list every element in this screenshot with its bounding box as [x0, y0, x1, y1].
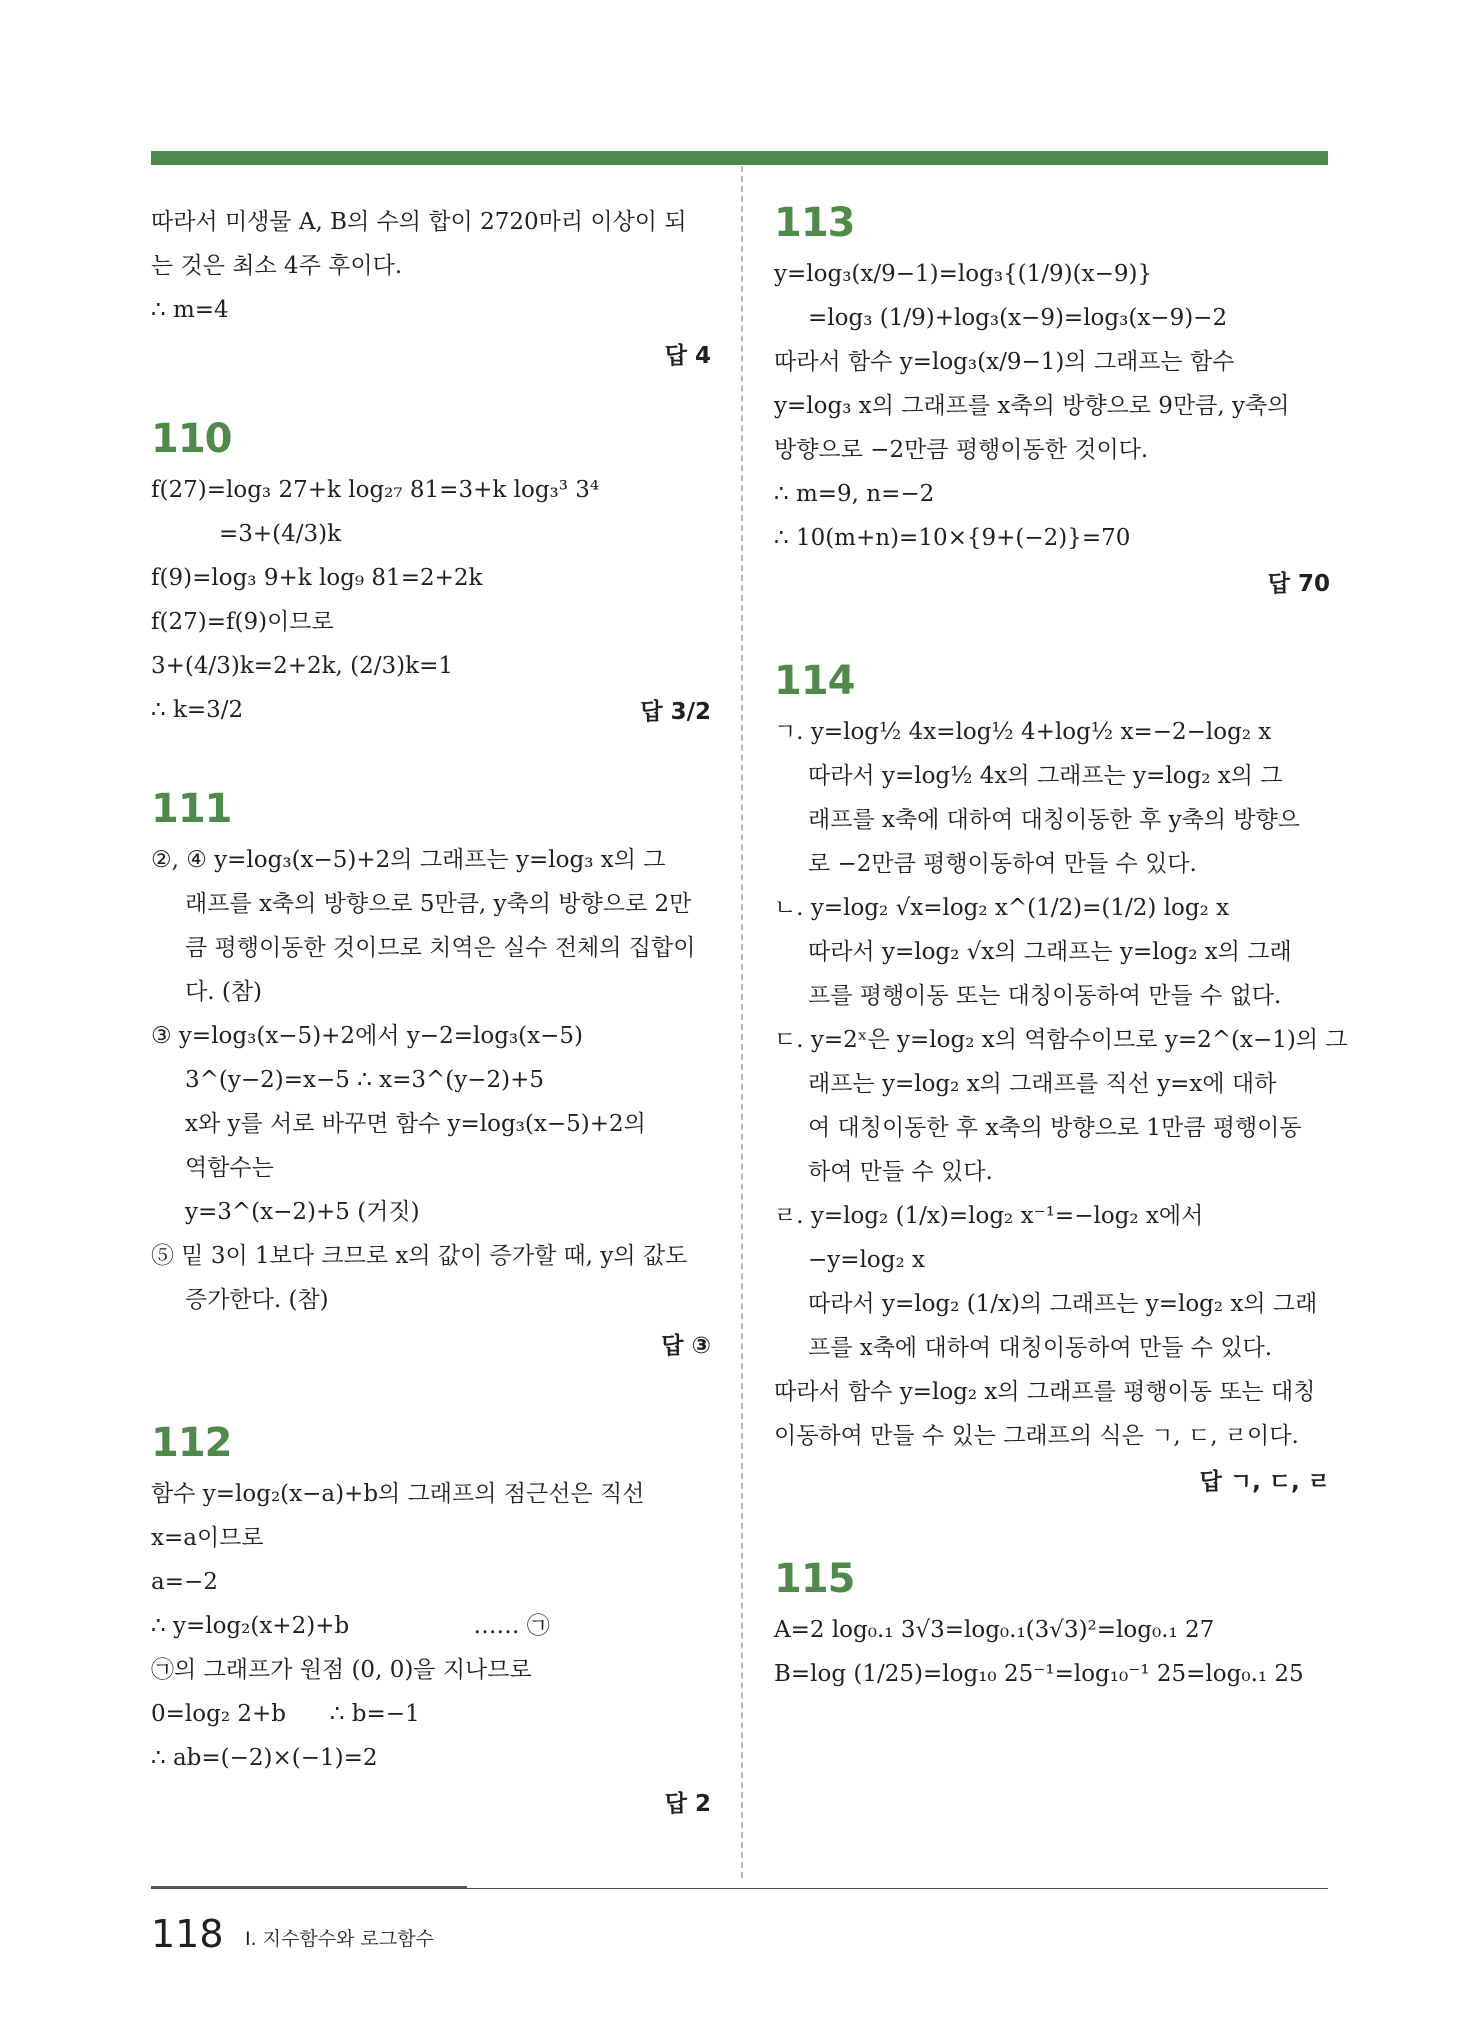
text-line: 래프는 y=log₂ x의 그래프를 직선 y=x에 대하 — [808, 1071, 1277, 1097]
text-line: 3^(y−2)=x−5 ∴ x=3^(y−2)+5 — [185, 1067, 545, 1093]
text-line: 다. (참) — [185, 979, 263, 1005]
answer-label: 답 2 — [664, 1791, 711, 1817]
text-line: 따라서 y=log½ 4x의 그래프는 y=log₂ x의 그 — [808, 763, 1283, 789]
right-column — [774, 200, 1348, 1750]
chapter-title: Ⅰ. 지수함수와 로그함수 — [245, 1928, 434, 1950]
problem-113 — [774, 200, 1330, 604]
text-line: ∴ 10(m+n)=10×{9+(−2)}=70 — [774, 525, 1131, 551]
text-line: =log₃ (1/9)+log₃(x−9)=log₃(x−9)−2 — [808, 305, 1228, 331]
text-line: f(27)=f(9)이므로 — [151, 609, 334, 635]
text-line: 이동하여 만들 수 있는 그래프의 식은 ㄱ, ㄷ, ㄹ이다. — [774, 1423, 1299, 1449]
text-line: 방향으로 −2만큼 평행이동한 것이다. — [774, 437, 1149, 463]
text-line: 따라서 함수 y=log₂ x의 그래프를 평행이동 또는 대칭 — [774, 1379, 1316, 1405]
problem-111 — [151, 786, 711, 1366]
text-line: x=a이므로 — [151, 1525, 264, 1551]
text-line: ∴ ab=(−2)×(−1)=2 — [151, 1745, 378, 1771]
problem-number: 111 — [151, 786, 232, 832]
text-line: 하여 만들 수 있다. — [808, 1159, 993, 1185]
intro-block — [151, 200, 711, 376]
text-line: y=3^(x−2)+5 (거짓) — [185, 1199, 420, 1225]
text-line: ③ y=log₃(x−5)+2에서 y−2=log₃(x−5) — [151, 1023, 583, 1049]
text-line: 프를 평행이동 또는 대칭이동하여 만들 수 없다. — [808, 983, 1282, 1009]
text-line: 따라서 미생물 A, B의 수의 합이 2720마리 이상이 되 — [151, 209, 687, 235]
left-column — [151, 200, 711, 1878]
text-line: 3+(4/3)k=2+2k, (2/3)k=1 — [151, 653, 453, 679]
text-line: =3+(4/3)k — [219, 521, 342, 547]
footer-rule — [151, 1888, 1328, 1889]
footer-rule-accent — [151, 1886, 467, 1888]
text-line: ㄱ. y=log½ 4x=log½ 4+log½ x=−2−log₂ x — [774, 719, 1272, 745]
text-line: 따라서 y=log₂ √x의 그래프는 y=log₂ x의 그래 — [808, 939, 1292, 965]
answer-label: 답 ㄱ, ㄷ, ㄹ — [1199, 1469, 1330, 1495]
top-accent-bar — [151, 151, 1328, 165]
text-line: 따라서 y=log₂ (1/x)의 그래프는 y=log₂ x의 그래 — [808, 1291, 1318, 1317]
text-line: f(27)=log₃ 27+k log₂₇ 81=3+k log₃³ 3⁴ — [151, 477, 600, 503]
problem-112 — [151, 1420, 711, 1824]
text-line: 로 −2만큼 평행이동하여 만들 수 있다. — [808, 851, 1197, 877]
text-line: ∴ m=4 — [151, 297, 229, 323]
text-line: ㄹ. y=log₂ (1/x)=log₂ x⁻¹=−log₂ x에서 — [774, 1203, 1204, 1229]
text-line: ㄴ. y=log₂ √x=log₂ x^(1/2)=(1/2) log₂ x — [774, 895, 1230, 921]
text-line: 역함수는 — [185, 1155, 274, 1181]
problem-number: 110 — [151, 416, 232, 462]
text-line: 큼 평행이동한 것이므로 치역은 실수 전체의 집합이 — [185, 935, 696, 961]
text-line: 는 것은 최소 4주 후이다. — [151, 253, 403, 279]
text-line: 프를 x축에 대하여 대칭이동하여 만들 수 있다. — [808, 1335, 1273, 1361]
answer-label: 답 3/2 — [640, 699, 711, 725]
text-line: 따라서 함수 y=log₃(x/9−1)의 그래프는 함수 — [774, 349, 1235, 375]
text-line: y=log₃(x/9−1)=log₃{(1/9)(x−9)} — [774, 261, 1153, 287]
text-line: A=2 log₀.₁ 3√3=log₀.₁(3√3)²=log₀.₁ 27 — [774, 1617, 1215, 1643]
text-line: x와 y를 서로 바꾸면 함수 y=log₃(x−5)+2의 — [185, 1111, 646, 1137]
text-line: ②, ④ y=log₃(x−5)+2의 그래프는 y=log₃ x의 그 — [151, 847, 666, 873]
text-line: ⑤ 밑 3이 1보다 크므로 x의 값이 증가할 때, y의 값도 — [151, 1243, 688, 1269]
problem-number: 115 — [774, 1556, 855, 1602]
text-line: 0=log₂ 2+b ∴ b=−1 — [151, 1701, 420, 1727]
text-line: ㉠의 그래프가 원점 (0, 0)을 지나므로 — [151, 1657, 532, 1683]
text-line: 여 대칭이동한 후 x축의 방향으로 1만큼 평행이동 — [808, 1115, 1302, 1141]
answer-label: 답 70 — [1267, 571, 1330, 597]
problem-114 — [774, 658, 1348, 1502]
problem-115 — [774, 1556, 1330, 1696]
text-line: 래프를 x축의 방향으로 5만큼, y축의 방향으로 2만 — [185, 891, 692, 917]
text-line: ㄷ. y=2ˣ은 y=log₂ x의 역함수이므로 y=2^(x−1)의 그 — [774, 1027, 1348, 1053]
text-line: 래프를 x축에 대하여 대칭이동한 후 y축의 방향으 — [808, 807, 1300, 833]
page-number: 118 — [151, 1912, 224, 1956]
text-line: ∴ y=log₂(x+2)+b …… ㉠ — [151, 1613, 550, 1639]
text-line: y=log₃ x의 그래프를 x축의 방향으로 9만큼, y축의 — [774, 393, 1290, 419]
problem-number: 112 — [151, 1420, 232, 1466]
text-line: 증가한다. (참) — [185, 1287, 329, 1313]
text-line: f(9)=log₃ 9+k log₉ 81=2+2k — [151, 565, 483, 591]
problem-number: 114 — [774, 658, 855, 704]
text-line: ∴ k=3/2 — [151, 697, 244, 723]
text-line: −y=log₂ x — [808, 1247, 925, 1273]
text-line: a=−2 — [151, 1569, 218, 1595]
text-line: 함수 y=log₂(x−a)+b의 그래프의 점근선은 직선 — [151, 1481, 645, 1507]
answer-label: 답 ③ — [661, 1333, 711, 1359]
final-row — [151, 688, 711, 732]
text-line: B=log (1/25)=log₁₀ 25⁻¹=log₁₀⁻¹ 25=log₀.₁ 25 — [774, 1661, 1304, 1687]
column-divider — [741, 166, 743, 1878]
answer-label: 답 4 — [664, 343, 711, 369]
problem-number: 113 — [774, 200, 855, 246]
problem-110 — [151, 416, 711, 732]
text-line: ∴ m=9, n=−2 — [774, 481, 935, 507]
